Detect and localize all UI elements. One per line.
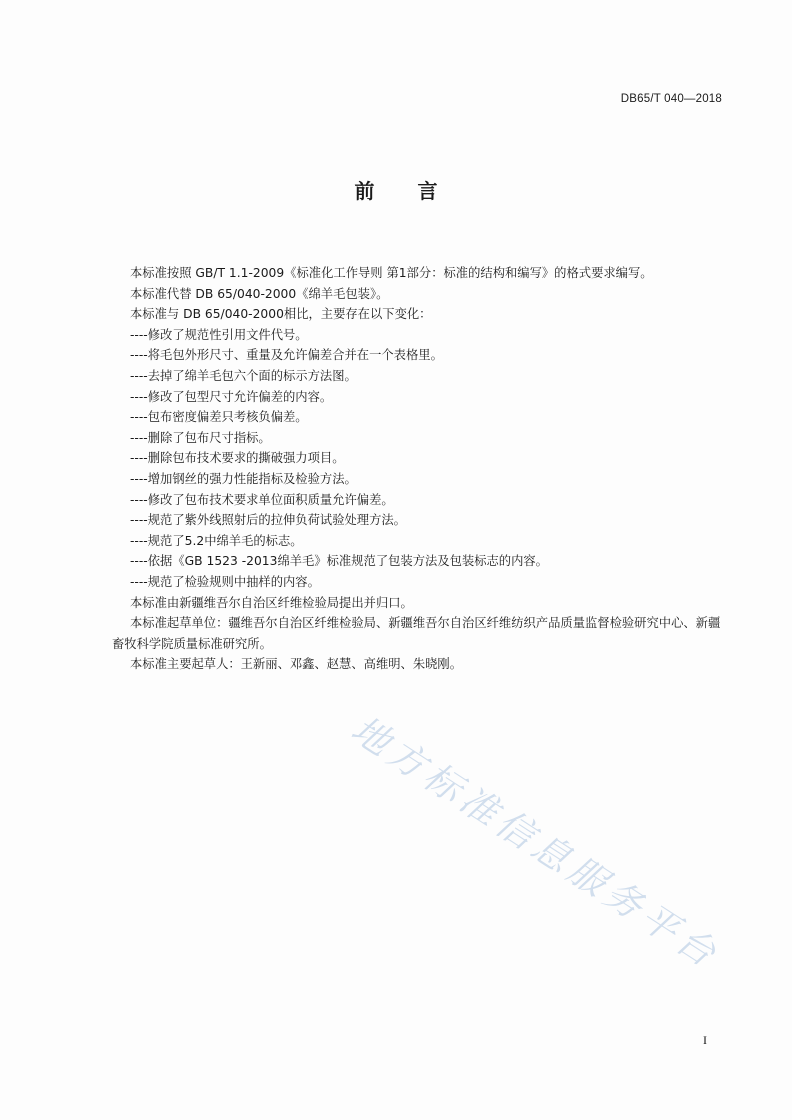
document-code: DB65/T 040—2018 bbox=[620, 93, 722, 105]
change-item: ----修改了包布技术要求单位面积质量允许偏差。 bbox=[130, 492, 394, 507]
change-item: ----规范了紫外线照射后的拉伸负荷试验处理方法。 bbox=[130, 513, 406, 528]
change-item: ----将毛包外形尺寸、重量及允许偏差合并在一个表格里。 bbox=[130, 348, 443, 363]
change-item: ----删除了包布尺寸指标。 bbox=[130, 430, 271, 445]
change-item: ----去掉了绵羊毛包六个面的标示方法图。 bbox=[130, 368, 357, 383]
paragraph: 本标准代替 DB 65/040-2000《绵羊毛包装》。 bbox=[130, 286, 389, 301]
paragraph: 本标准与 DB 65/040-2000相比，主要存在以下变化： bbox=[130, 307, 432, 322]
change-item: ----修改了规范性引用文件代号。 bbox=[130, 327, 308, 342]
change-item: ----修改了包型尺寸允许偏差的内容。 bbox=[130, 389, 333, 404]
change-item: ----增加钢丝的强力性能指标及检验方法。 bbox=[130, 471, 357, 486]
paragraph: 本标准由新疆维吾尔自治区纤维检验局提出并归口。 bbox=[130, 595, 413, 610]
page-title: 前 言 bbox=[354, 179, 456, 203]
drafters-paragraph: 本标准主要起草人：王新丽、邓鑫、赵慧、高维明、朱晓刚。 bbox=[130, 657, 463, 672]
change-item: ----依据《GB 1523 -2013绵羊毛》标准规范了包装方法及包装标志的内容。 bbox=[130, 554, 548, 569]
change-item: ----规范了5.2中绵羊毛的标志。 bbox=[130, 533, 303, 548]
change-item: ----删除包布技术要求的撕破强力项目。 bbox=[130, 451, 345, 466]
watermark: 地方标准信息服务平台 bbox=[343, 707, 728, 978]
paragraph: 本标准按照 GB/T 1.1-2009《标准化工作导则 第1部分：标准的结构和编写》的格式要求编写。 bbox=[130, 266, 653, 280]
page-number: I bbox=[703, 1033, 707, 1047]
foreword-body bbox=[112, 263, 732, 675]
change-item: ----规范了检验规则中抽样的内容。 bbox=[130, 574, 320, 589]
change-item: ----包布密度偏差只考核负偏差。 bbox=[130, 410, 308, 425]
drafting-units-paragraph: 本标准起草单位：疆维吾尔自治区纤维检验局、新疆维吾尔自治区纤维纺织产品质量监督检验研究中心、新疆畜牧科学院质量标准研究所。 bbox=[112, 616, 721, 651]
